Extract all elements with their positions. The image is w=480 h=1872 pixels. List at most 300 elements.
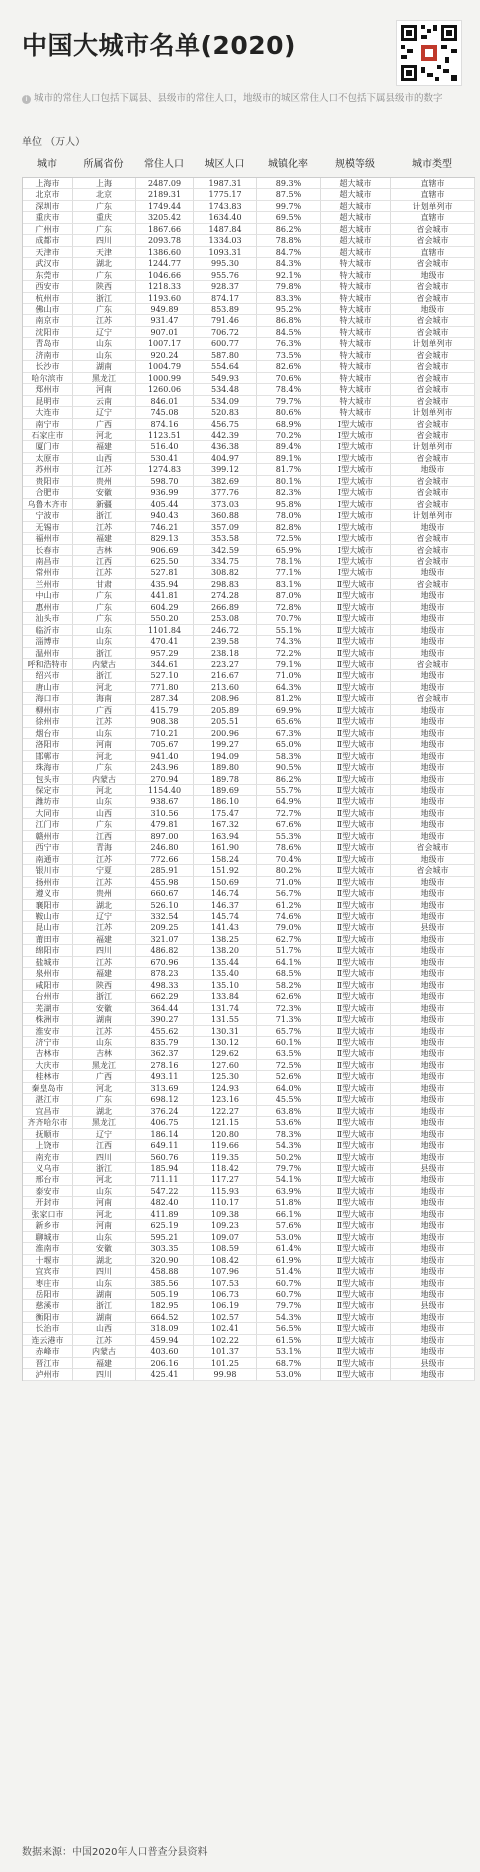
cell-city-type: 地级市 <box>391 739 475 750</box>
cell-scale-level: Ⅱ型大城市 <box>321 1335 391 1346</box>
cell-urbanization-rate: 72.5% <box>257 533 321 544</box>
cell-scale-level: 特大城市 <box>321 304 391 315</box>
cell-city: 贵阳市 <box>23 476 73 487</box>
cell-urbanization-rate: 90.5% <box>257 762 321 773</box>
table-row <box>23 189 475 200</box>
cell-resident-population: 705.67 <box>136 739 194 750</box>
cell-scale-level: Ⅱ型大城市 <box>321 762 391 773</box>
cell-urban-population: 123.16 <box>194 1094 257 1105</box>
cell-resident-population: 1154.40 <box>136 785 194 796</box>
cell-urban-population: 377.76 <box>194 487 257 498</box>
cell-province: 湖南 <box>73 361 136 372</box>
cell-urban-population: 208.96 <box>194 693 257 704</box>
cell-city-type: 省会城市 <box>391 545 475 556</box>
cell-city-type: 地级市 <box>391 934 475 945</box>
cell-urbanization-rate: 78.1% <box>257 556 321 567</box>
cell-scale-level: Ⅱ型大城市 <box>321 1071 391 1082</box>
cell-urbanization-rate: 51.8% <box>257 1197 321 1208</box>
cell-city: 昆山市 <box>23 922 73 933</box>
cell-city-type: 地级市 <box>391 785 475 796</box>
cell-resident-population: 185.94 <box>136 1163 194 1174</box>
cell-urbanization-rate: 99.7% <box>257 201 321 212</box>
table-row <box>23 602 475 613</box>
header-city: 城市 <box>37 159 57 170</box>
cell-urban-population: 102.22 <box>194 1335 257 1346</box>
cell-province: 河南 <box>73 1197 136 1208</box>
cell-scale-level: Ⅰ型大城市 <box>321 522 391 533</box>
cell-resident-population: 908.38 <box>136 716 194 727</box>
cell-urbanization-rate: 82.6% <box>257 361 321 372</box>
cell-city: 遵义市 <box>23 888 73 899</box>
cell-city-type: 计划单列市 <box>391 510 475 521</box>
cell-scale-level: Ⅱ型大城市 <box>321 1232 391 1243</box>
cell-resident-population: 664.52 <box>136 1312 194 1323</box>
cell-urban-population: 995.30 <box>194 258 257 269</box>
table-row <box>23 980 475 991</box>
cell-city: 徐州市 <box>23 716 73 727</box>
cell-city: 青岛市 <box>23 338 73 349</box>
cell-scale-level: 超大城市 <box>321 178 391 189</box>
cell-province: 湖北 <box>73 1255 136 1266</box>
cell-urban-population: 138.20 <box>194 945 257 956</box>
cell-city: 长治市 <box>23 1323 73 1334</box>
cell-scale-level: Ⅱ型大城市 <box>321 1312 391 1323</box>
cell-resident-population: 406.75 <box>136 1117 194 1128</box>
cell-urbanization-rate: 65.7% <box>257 1026 321 1037</box>
cell-city-type: 地级市 <box>391 1071 475 1082</box>
cell-city: 赤峰市 <box>23 1346 73 1357</box>
table-row <box>23 1026 475 1037</box>
cell-urbanization-rate: 70.2% <box>257 430 321 441</box>
cell-city-type: 地级市 <box>391 1323 475 1334</box>
cell-province: 河北 <box>73 1083 136 1094</box>
cell-urban-population: 1987.31 <box>194 178 257 189</box>
cell-province: 山东 <box>73 338 136 349</box>
cell-province: 黑龙江 <box>73 1060 136 1071</box>
table-row <box>23 865 475 876</box>
cell-province: 天津 <box>73 247 136 258</box>
cell-province: 广东 <box>73 819 136 830</box>
cell-city: 淮南市 <box>23 1243 73 1254</box>
cell-province: 陕西 <box>73 281 136 292</box>
table-row <box>23 1071 475 1082</box>
cell-city-type: 地级市 <box>391 728 475 739</box>
cell-urban-population: 118.42 <box>194 1163 257 1174</box>
cell-province: 江苏 <box>73 854 136 865</box>
cell-resident-population: 957.29 <box>136 648 194 659</box>
cell-city-type: 地级市 <box>391 957 475 968</box>
table-row <box>23 1243 475 1254</box>
cell-urban-population: 109.38 <box>194 1209 257 1220</box>
table-row <box>23 407 475 418</box>
cell-urban-population: 353.58 <box>194 533 257 544</box>
table-row <box>23 270 475 281</box>
table-row <box>23 350 475 361</box>
cell-urban-population: 107.96 <box>194 1266 257 1277</box>
cell-province: 广东 <box>73 762 136 773</box>
cell-scale-level: Ⅱ型大城市 <box>321 1266 391 1277</box>
cell-urbanization-rate: 69.9% <box>257 705 321 716</box>
table-row <box>23 1003 475 1014</box>
cell-urbanization-rate: 78.4% <box>257 384 321 395</box>
cell-city-type: 地级市 <box>391 1369 475 1380</box>
cell-province: 山东 <box>73 625 136 636</box>
cell-city: 连云港市 <box>23 1335 73 1346</box>
table-row <box>23 1197 475 1208</box>
header-city-type: 城市类型 <box>412 159 452 170</box>
cell-resident-population: 486.82 <box>136 945 194 956</box>
cell-resident-population: 941.40 <box>136 751 194 762</box>
cell-city-type: 地级市 <box>391 522 475 533</box>
cell-scale-level: Ⅱ型大城市 <box>321 1209 391 1220</box>
cell-city: 洛阳市 <box>23 739 73 750</box>
cell-urban-population: 186.10 <box>194 796 257 807</box>
cell-province: 北京 <box>73 189 136 200</box>
cell-scale-level: Ⅱ型大城市 <box>321 1346 391 1357</box>
cell-province: 山东 <box>73 636 136 647</box>
cell-resident-population: 1123.51 <box>136 430 194 441</box>
cell-scale-level: Ⅰ型大城市 <box>321 441 391 452</box>
cell-urbanization-rate: 71.0% <box>257 670 321 681</box>
cell-province: 甘肃 <box>73 579 136 590</box>
cell-urbanization-rate: 66.1% <box>257 1209 321 1220</box>
cell-city: 柳州市 <box>23 705 73 716</box>
cell-resident-population: 482.40 <box>136 1197 194 1208</box>
cell-resident-population: 1386.60 <box>136 247 194 258</box>
cell-province: 江苏 <box>73 1335 136 1346</box>
table-row <box>23 877 475 888</box>
cell-urbanization-rate: 61.5% <box>257 1335 321 1346</box>
cell-urbanization-rate: 58.3% <box>257 751 321 762</box>
cell-province: 山东 <box>73 1278 136 1289</box>
cell-city-type: 地级市 <box>391 1232 475 1243</box>
table-row <box>23 545 475 556</box>
cell-resident-population: 479.81 <box>136 819 194 830</box>
cell-resident-population: 2189.31 <box>136 189 194 200</box>
cell-scale-level: Ⅱ型大城市 <box>321 1152 391 1163</box>
cell-urbanization-rate: 64.9% <box>257 796 321 807</box>
table-row <box>23 293 475 304</box>
cell-resident-population: 321.07 <box>136 934 194 945</box>
cell-scale-level: Ⅱ型大城市 <box>321 1300 391 1311</box>
cell-province: 广东 <box>73 1094 136 1105</box>
table-row <box>23 1209 475 1220</box>
cell-urban-population: 131.74 <box>194 1003 257 1014</box>
cell-city-type: 省会城市 <box>391 499 475 510</box>
cell-city: 抚顺市 <box>23 1129 73 1140</box>
cell-province: 内蒙古 <box>73 774 136 785</box>
cell-province: 河北 <box>73 785 136 796</box>
cell-city: 济南市 <box>23 350 73 361</box>
table-row <box>23 751 475 762</box>
cell-city: 吉林市 <box>23 1048 73 1059</box>
cell-urbanization-rate: 68.9% <box>257 419 321 430</box>
cell-resident-population: 318.09 <box>136 1323 194 1334</box>
cell-resident-population: 527.10 <box>136 670 194 681</box>
cell-scale-level: Ⅱ型大城市 <box>321 808 391 819</box>
cell-urban-population: 342.59 <box>194 545 257 556</box>
cell-scale-level: 超大城市 <box>321 235 391 246</box>
cell-province: 山东 <box>73 1186 136 1197</box>
cell-urbanization-rate: 51.4% <box>257 1266 321 1277</box>
cell-city: 上海市 <box>23 178 73 189</box>
cell-city: 宁波市 <box>23 510 73 521</box>
cell-city: 济宁市 <box>23 1037 73 1048</box>
cell-urbanization-rate: 74.6% <box>257 911 321 922</box>
table-row <box>23 739 475 750</box>
cell-city: 福州市 <box>23 533 73 544</box>
cell-city: 张家口市 <box>23 1209 73 1220</box>
cell-urbanization-rate: 79.8% <box>257 281 321 292</box>
table-row <box>23 1289 475 1300</box>
cell-resident-population: 936.99 <box>136 487 194 498</box>
cell-province: 广东 <box>73 590 136 601</box>
cell-scale-level: 特大城市 <box>321 338 391 349</box>
cell-urban-population: 360.88 <box>194 510 257 521</box>
cell-resident-population: 526.10 <box>136 900 194 911</box>
cell-province: 广东 <box>73 602 136 613</box>
cell-scale-level: Ⅱ型大城市 <box>321 602 391 613</box>
cell-city-type: 省会城市 <box>391 533 475 544</box>
cell-urbanization-rate: 72.2% <box>257 648 321 659</box>
cell-province: 浙江 <box>73 293 136 304</box>
cell-city-type: 地级市 <box>391 888 475 899</box>
cell-resident-population: 287.34 <box>136 693 194 704</box>
cell-province: 福建 <box>73 968 136 979</box>
cell-city-type: 地级市 <box>391 1289 475 1300</box>
cell-urbanization-rate: 53.0% <box>257 1369 321 1380</box>
cell-scale-level: Ⅱ型大城市 <box>321 968 391 979</box>
table-row <box>23 441 475 452</box>
table-header <box>22 154 474 176</box>
cell-resident-population: 670.96 <box>136 957 194 968</box>
table-row <box>23 728 475 739</box>
cell-city: 衡阳市 <box>23 1312 73 1323</box>
cell-urban-population: 791.46 <box>194 315 257 326</box>
cell-urbanization-rate: 55.3% <box>257 831 321 842</box>
cell-resident-population: 1007.17 <box>136 338 194 349</box>
cell-urban-population: 200.96 <box>194 728 257 739</box>
cell-scale-level: Ⅱ型大城市 <box>321 682 391 693</box>
cell-province: 陕西 <box>73 980 136 991</box>
cell-urban-population: 534.48 <box>194 384 257 395</box>
cell-urban-population: 1334.03 <box>194 235 257 246</box>
cell-urbanization-rate: 45.5% <box>257 1094 321 1105</box>
cell-urban-population: 119.35 <box>194 1152 257 1163</box>
cell-urban-population: 587.80 <box>194 350 257 361</box>
cell-urbanization-rate: 83.1% <box>257 579 321 590</box>
cell-province: 安徽 <box>73 1003 136 1014</box>
cell-city: 南通市 <box>23 854 73 865</box>
cell-scale-level: 特大城市 <box>321 270 391 281</box>
cell-resident-population: 376.24 <box>136 1106 194 1117</box>
cell-urban-population: 130.12 <box>194 1037 257 1048</box>
cell-urban-population: 955.76 <box>194 270 257 281</box>
cell-city-type: 省会城市 <box>391 476 475 487</box>
cell-urban-population: 853.89 <box>194 304 257 315</box>
cell-urbanization-rate: 68.5% <box>257 968 321 979</box>
table-row <box>23 1232 475 1243</box>
cell-city-type: 地级市 <box>391 877 475 888</box>
table-row <box>23 705 475 716</box>
cell-city-type: 地级市 <box>391 590 475 601</box>
cell-province: 湖南 <box>73 1014 136 1025</box>
cell-resident-population: 455.62 <box>136 1026 194 1037</box>
cell-resident-population: 415.79 <box>136 705 194 716</box>
cell-scale-level: Ⅱ型大城市 <box>321 579 391 590</box>
cell-province: 江西 <box>73 831 136 842</box>
cell-urbanization-rate: 81.7% <box>257 464 321 475</box>
cell-scale-level: 特大城市 <box>321 258 391 269</box>
table-row <box>23 670 475 681</box>
cell-city-type: 地级市 <box>391 831 475 842</box>
cell-city-type: 地级市 <box>391 304 475 315</box>
table-row <box>23 991 475 1002</box>
cell-city-type: 地级市 <box>391 1117 475 1128</box>
cell-urban-population: 239.58 <box>194 636 257 647</box>
table-row <box>23 1323 475 1334</box>
cell-province: 山东 <box>73 796 136 807</box>
cell-city: 佛山市 <box>23 304 73 315</box>
cell-province: 河北 <box>73 1174 136 1185</box>
info-icon: i <box>22 95 31 104</box>
cell-city: 西宁市 <box>23 842 73 853</box>
cell-city-type: 地级市 <box>391 636 475 647</box>
cell-city: 南宁市 <box>23 419 73 430</box>
cell-city: 襄阳市 <box>23 900 73 911</box>
cell-scale-level: Ⅱ型大城市 <box>321 1129 391 1140</box>
cell-city: 南充市 <box>23 1152 73 1163</box>
cell-urban-population: 442.39 <box>194 430 257 441</box>
cell-urbanization-rate: 51.7% <box>257 945 321 956</box>
cell-urban-population: 199.27 <box>194 739 257 750</box>
cell-urban-population: 189.80 <box>194 762 257 773</box>
cell-resident-population: 550.20 <box>136 613 194 624</box>
cell-city: 鞍山市 <box>23 911 73 922</box>
cell-province: 山东 <box>73 1232 136 1243</box>
cell-scale-level: Ⅱ型大城市 <box>321 705 391 716</box>
cell-resident-population: 527.81 <box>136 567 194 578</box>
cell-urbanization-rate: 87.5% <box>257 189 321 200</box>
cell-urban-population: 1093.31 <box>194 247 257 258</box>
cell-resident-population: 878.23 <box>136 968 194 979</box>
cell-scale-level: Ⅱ型大城市 <box>321 934 391 945</box>
cell-city: 哈尔滨市 <box>23 373 73 384</box>
table-row <box>23 842 475 853</box>
cell-province: 山西 <box>73 808 136 819</box>
cell-urbanization-rate: 78.6% <box>257 842 321 853</box>
cell-province: 河南 <box>73 1220 136 1231</box>
cell-scale-level: 特大城市 <box>321 350 391 361</box>
cell-urbanization-rate: 79.1% <box>257 659 321 670</box>
cell-resident-population: 625.50 <box>136 556 194 567</box>
cell-urbanization-rate: 81.2% <box>257 693 321 704</box>
cell-resident-population: 1101.84 <box>136 625 194 636</box>
cell-province: 吉林 <box>73 1048 136 1059</box>
cell-scale-level: Ⅱ型大城市 <box>321 774 391 785</box>
cell-province: 湖北 <box>73 258 136 269</box>
cell-urbanization-rate: 58.2% <box>257 980 321 991</box>
table-row <box>23 567 475 578</box>
cell-scale-level: 超大城市 <box>321 201 391 212</box>
cell-scale-level: 超大城市 <box>321 189 391 200</box>
cell-city-type: 地级市 <box>391 1106 475 1117</box>
cell-province: 新疆 <box>73 499 136 510</box>
cell-urban-population: 298.83 <box>194 579 257 590</box>
cell-city: 烟台市 <box>23 728 73 739</box>
table-row <box>23 1174 475 1185</box>
cell-resident-population: 1004.79 <box>136 361 194 372</box>
cell-urban-population: 101.25 <box>194 1358 257 1369</box>
cell-resident-population: 186.14 <box>136 1129 194 1140</box>
cell-city: 无锡市 <box>23 522 73 533</box>
cell-city-type: 县级市 <box>391 1358 475 1369</box>
cell-urban-population: 102.41 <box>194 1323 257 1334</box>
cell-scale-level: Ⅰ型大城市 <box>321 487 391 498</box>
cell-urban-population: 101.37 <box>194 1346 257 1357</box>
cell-city-type: 地级市 <box>391 774 475 785</box>
cell-scale-level: Ⅱ型大城市 <box>321 590 391 601</box>
cell-city: 临沂市 <box>23 625 73 636</box>
cell-city-type: 省会城市 <box>391 384 475 395</box>
cell-urban-population: 404.97 <box>194 453 257 464</box>
cell-city: 莆田市 <box>23 934 73 945</box>
cell-scale-level: Ⅰ型大城市 <box>321 464 391 475</box>
cell-city-type: 地级市 <box>391 854 475 865</box>
table-row <box>23 659 475 670</box>
cell-urbanization-rate: 89.4% <box>257 441 321 452</box>
cell-urban-population: 373.03 <box>194 499 257 510</box>
cell-province: 河北 <box>73 1209 136 1220</box>
cell-urbanization-rate: 53.6% <box>257 1117 321 1128</box>
cell-province: 湖北 <box>73 900 136 911</box>
cell-urban-population: 253.08 <box>194 613 257 624</box>
cell-city: 常州市 <box>23 567 73 578</box>
header-province: 所属省份 <box>83 159 124 170</box>
table-row <box>23 1266 475 1277</box>
cell-resident-population: 498.33 <box>136 980 194 991</box>
cell-city: 广州市 <box>23 224 73 235</box>
cell-resident-population: 625.19 <box>136 1220 194 1231</box>
cell-resident-population: 320.90 <box>136 1255 194 1266</box>
cell-province: 江苏 <box>73 522 136 533</box>
cell-scale-level: Ⅱ型大城市 <box>321 888 391 899</box>
cell-resident-population: 2487.09 <box>136 178 194 189</box>
cell-province: 江苏 <box>73 464 136 475</box>
cell-province: 浙江 <box>73 1163 136 1174</box>
cell-urban-population: 145.74 <box>194 911 257 922</box>
cell-urbanization-rate: 71.0% <box>257 877 321 888</box>
cell-city: 义乌市 <box>23 1163 73 1174</box>
cell-scale-level: Ⅱ型大城市 <box>321 900 391 911</box>
cell-urban-population: 120.80 <box>194 1129 257 1140</box>
cell-resident-population: 278.16 <box>136 1060 194 1071</box>
cell-urban-population: 399.12 <box>194 464 257 475</box>
cell-resident-population: 405.44 <box>136 499 194 510</box>
table-row <box>23 900 475 911</box>
cell-city: 湛江市 <box>23 1094 73 1105</box>
cell-city-type: 地级市 <box>391 1048 475 1059</box>
cell-urbanization-rate: 84.3% <box>257 258 321 269</box>
cell-scale-level: Ⅱ型大城市 <box>321 751 391 762</box>
cell-city: 海口市 <box>23 693 73 704</box>
cell-scale-level: Ⅱ型大城市 <box>321 1026 391 1037</box>
table-row <box>23 476 475 487</box>
table-row <box>23 934 475 945</box>
cell-resident-population: 182.95 <box>136 1300 194 1311</box>
cell-province: 江苏 <box>73 877 136 888</box>
cell-urban-population: 131.55 <box>194 1014 257 1025</box>
